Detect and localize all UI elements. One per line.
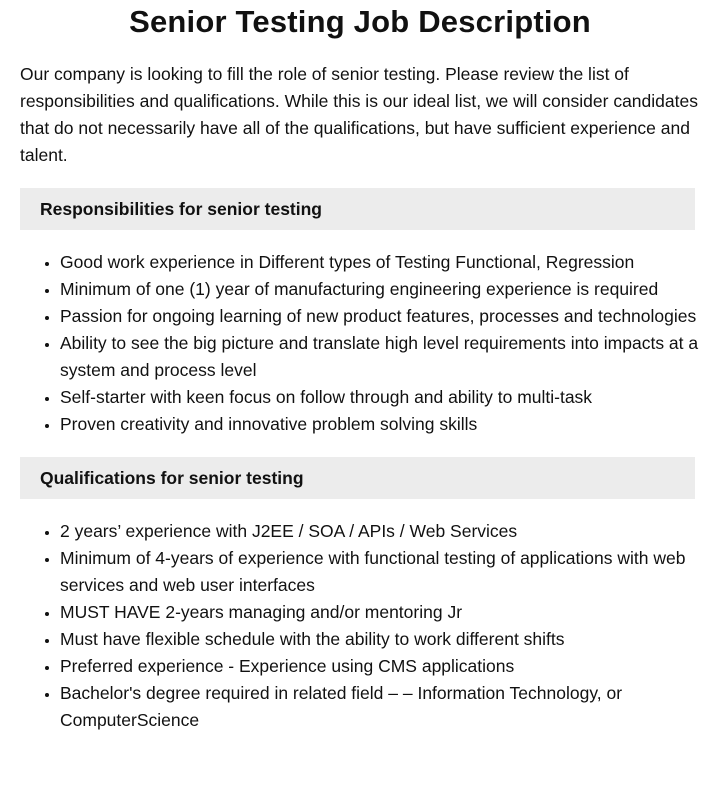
- responsibilities-heading: Responsibilities for senior testing: [40, 199, 322, 219]
- qualifications-header: [20, 457, 695, 499]
- list-item: • Bachelor's degree required in related field – – Information Technology, or ComputerScience: [60, 680, 700, 734]
- responsibilities-header: [20, 188, 695, 230]
- list-item: • Self-starter with keen focus on follow through and ability to multi-task: [60, 384, 700, 411]
- list-item: • MUST HAVE 2-years managing and/or mentoring Jr: [60, 599, 700, 626]
- list-item: • Preferred experience - Experience using CMS applications: [60, 653, 700, 680]
- qualifications-list: [20, 518, 700, 734]
- list-item: • Minimum of 4-years of experience with functional testing of applications with web services and web user interfaces: [60, 545, 700, 599]
- intro-paragraph: Our company is looking to fill the role of senior testing. Please review the list of responsibilities and qualifications. While this is our ideal list, we will consider candidates that do not necessarily have all of the qualifications, but have sufficient experience and talent.: [20, 64, 698, 165]
- list-item: • Minimum of one (1) year of manufacturing engineering experience is required: [60, 276, 700, 303]
- page-title: Senior Testing Job Description: [129, 4, 591, 39]
- list-item: • Good work experience in Different types of Testing Functional, Regression: [60, 249, 700, 276]
- list-item: • Ability to see the big picture and translate high level requirements into impacts at a system and process level: [60, 330, 700, 384]
- list-item: • Must have flexible schedule with the ability to work different shifts: [60, 626, 700, 653]
- list-item: • 2 years’ experience with J2EE / SOA / APIs / Web Services: [60, 518, 700, 545]
- responsibilities-list: [20, 249, 700, 438]
- list-item: • Passion for ongoing learning of new product features, processes and technologies: [60, 303, 700, 330]
- qualifications-heading: Qualifications for senior testing: [40, 468, 304, 488]
- list-item: • Proven creativity and innovative problem solving skills: [60, 411, 700, 438]
